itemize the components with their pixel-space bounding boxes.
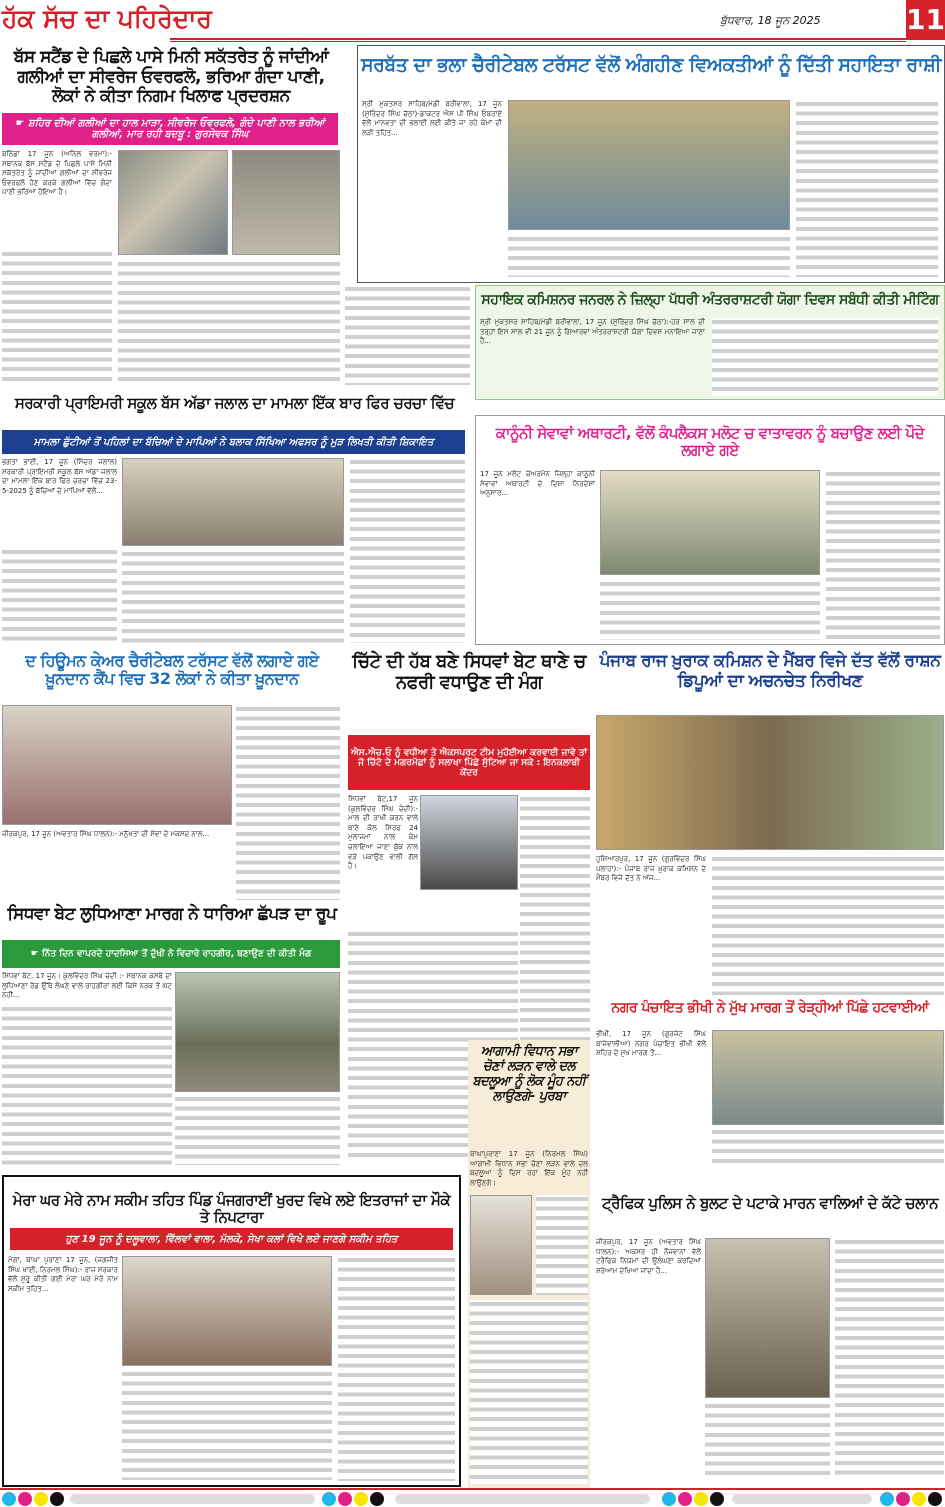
headline: ਬੱਸ ਸਟੈਂਡ ਦੇ ਪਿਛਲੇ ਪਾਸੇ ਮਿਨੀ ਸਕੱਤਰੇਤ ਨੂੰ ਜਾਂਦੀਆਂ ਗਲੀਆਂ ਦਾ ਸੀਵਰੇਜ ਓਵਰਫਲੋ, ਭਰਿਆ ਗੰਦਾ ਪਾਣੀ, ਲੋਕਾਂ ਨੇ ਕੀਤਾ ਨਿਗਮ ਖਿਲਾਫ ਪ੍ਰਦਰਸ਼ਨ	[13, 47, 329, 107]
article-body-cont	[2, 1005, 172, 1165]
registration-mark	[18, 1492, 32, 1506]
registration-mark	[678, 1492, 692, 1506]
article-body: ਮੋਗਾ, ਬਾਘਾ ਪੁਰਾਣਾ 17 ਜੂਨ, (ਜਗਜੀਤ ਸਿੰਘ ਖਾਈ, ਨਿਰਮਲ ਸਿੰਘ):- ਰਾਜ ਸਰਕਾਰ ਵੱਲੋਂ ਸ਼ੁਰੂ ਕੀਤੀ ਗਈ ਮੇਰਾ ਘਰ ਮੇਰੇ ਨਾਮ ਸਕੀਮ ਤਹਿਤ...	[8, 1256, 118, 1293]
registration-mark	[928, 1492, 942, 1506]
article-body-cont	[470, 1300, 588, 1485]
article-photo	[175, 972, 340, 1092]
article-body-cont	[118, 260, 340, 385]
registration-mark	[338, 1492, 352, 1506]
article-body: ਸਿਧਵਾ ਬੇਟ, 17 ਜੂਨ। ਕੁਲਵਿੰਦਰ ਸਿੰਘ ਚੰਦੀ :- ਸਥਾਨਕ ਕਸਬੇ ਦਾ ਲੁਧਿਆਣਾ ਰੋਡ ਉੱਥੇ ਲੰਘਣੇ ਵਾਲੇ ਰਾਹਗੀਰਾਂ ਲਈ ਕਿਸੇ ਨਰਕ ਤੋਂ ਘੱਟ ਨਹੀਂ...	[2, 972, 172, 1000]
article-body-cont	[122, 1370, 332, 1480]
headline: ਮੇਰਾ ਘਰ ਮੇਰੇ ਨਾਮ ਸਕੀਮ ਤਹਿਤ ਪਿੰਡ ਪੰਜਗਰਾਈਂ ਖੁਰਦ ਵਿਖੇ ਲਏ ਇਤਰਾਜਾਂ ਦਾ ਮੌਕੇ ਤੇ ਨਿਪਟਾਰਾ	[12, 1191, 451, 1227]
headline: ਪੰਜਾਬ ਰਾਜ ਖ਼ੁਰਾਕ ਕਮਿਸ਼ਨ ਦੇ ਮੈਂਬਰ ਵਿਜੇ ਦੱਤ ਵੱਲੋਂ ਰਾਸ਼ਨ ਡਿਪੂਆਂ ਦਾ ਅਚਨਚੇਤ ਨਿਰੀਖਣ	[599, 651, 941, 691]
footer-gray-bar	[70, 1494, 315, 1504]
article-photo	[2, 705, 232, 825]
article-body: ਜ਼ੀਰਕਪੁਰ, 17 ਜੂਨ (ਅਵਤਾਰ ਸਿੰਘ ਧਾਲਨ):- ਅਕਸਰ ਹੀ ਨੌਜਵਾਨਾਂ ਵੱਲੋਂ ਟਰੈਫਿਕ ਨਿਯਮਾਂ ਦੀ ਉਲੰਘਣਾ ਕਰਦਿਆਂ ਸ਼ਰੇਆਮ ਦੇਖਿਆ ਜਾਂਦਾ ਹੈ...	[596, 1238, 701, 1275]
subheadline-bar: ਹੁਣ 19 ਜੂਨ ਨੂੰ ਦਲੂਵਾਲਾ, ਵਿੱਲਵਾਂ ਵਾਲਾ, ਮੱਲਕੇ, ਸੇਖਾ ਕਲਾਂ ਵਿਖੇ ਲਏ ਜਾਣਗੇ ਸਕੀਮ ਤਹਿਤ	[10, 1228, 453, 1250]
registration-mark	[662, 1492, 676, 1506]
article-body-cont	[122, 550, 344, 643]
article-body: ਸ੍ਰੀ ਮੁਕਤਸਰ ਸਾਹਿਬ/ਮੰਡੀ ਬਰੀਵਾਲਾ, 17 ਜੂਨ (ਸੁਰਿੰਦਰ ਸਿੰਘ ਚੱਠਾ):-ਹਰ ਸਾਲ ਦੀ ਤਰ੍ਹਾਂ ਇਸ ਸਾਲ ਵੀ 21 ਜੂਨ ਨੂੰ ਗਿਆਰਵਾਂ ਅੰਤਰਰਾਸ਼ਟਰੀ ਯੋਗਾ ਦਿਵਸ ਮਨਾਇਆ ਜਾਣਾ ਹੈ...	[480, 318, 705, 346]
headline: ਟ੍ਰੈਫਿਕ ਪੁਲਿਸ ਨੇ ਬੁਲਟ ਦੇ ਪਟਾਕੇ ਮਾਰਨ ਵਾਲਿਆਂ ਦੇ ਕੱਟੇ ਚਲਾਨ	[602, 1194, 938, 1212]
article-body-cont	[712, 1128, 944, 1166]
article-body: ਬਠਿੰਡਾ 17 ਜੂਨ (ਅਨਿਲ ਵਰਮਾ):- ਸਥਾਨਕ ਬੱਸ ਸਟੈਂਡ ਦੇ ਪਿਛਲੇ ਪਾਸੇ ਮਿਨੀ ਸਕੱਤਰੇਤ ਨੂੰ ਜਾਂਦੀਆਂ ਗਲੀਆਂ ਦਾ ਸੀਵਰੇਜ ਓਵਰਫਲੋ ਹੋਣ ਕਰਕੇ ਗਲੀਆਂ ਵਿੱਚ ਗੰਦਾ ਪਾਣੀ ਭਰਿਆ ਹੋਇਆ ਹੈ।	[2, 150, 112, 197]
registration-mark	[2, 1492, 16, 1506]
registration-mark	[710, 1492, 724, 1506]
article-photo	[705, 1238, 830, 1398]
headline: ਦ ਹਿਊਮਨ ਕੇਅਰ ਚੈਰੀਟੇਬਲ ਟਰੱਸਟ ਵੱਲੋਂ ਲਗਾਏ ਗਏ ਖ਼ੂਨਦਾਨ ਕੈਂਪ ਵਿਚ 32 ਲੋਕਾਂ ਨੇ ਕੀਤਾ ਖ਼ੂਨਦਾਨ	[25, 651, 319, 689]
article-body-cont	[175, 1095, 340, 1165]
article-body: ਸ੍ਰੀ ਮੁਕਤਸਰ ਸਾਹਿਬ/ਮੰਡੀ ਬਰੀਵਾਲਾ, 17 ਜੂਨ (ਸੁਰਿੰਦਰ ਸਿੰਘ ਚੱਠਾ)-ਡਾਕਟਰ ਐਸ ਪੀ ਸਿੰਘ ਓਬਰਾਏ ਵੱਲੋਂ ਮਾਨਵਤਾ ਦੀ ਭਲਾਈ ਲਈ ਕੀਤੇ ਜਾ ਰਹੇ ਕੰਮਾਂ ਦੀ ਲੜੀ ਤਹਿਤ...	[362, 100, 502, 137]
article-body-cont	[508, 235, 790, 277]
article-body: ਭੀਖੀ, 17 ਜੂਨ (ਗੁਰਜੰਟ ਸਿੰਘ ਬਾਜੇਵਾਲੀਆ) ਨਗਰ ਪੰਚਾਇਤ ਭੀਖੀ ਵੱਲੋਂ ਸ਼ਹਿਰ ਦੇ ਮੁੱਖ ਮਾਰਗ ਤੋਂ...	[596, 1030, 706, 1058]
registration-mark	[34, 1492, 48, 1506]
article-body-cont	[835, 1238, 944, 1478]
article-photo	[232, 150, 340, 255]
article-photo	[596, 715, 944, 850]
headline: ਸਰਕਾਰੀ ਪ੍ਰਾਇਮਰੀ ਸਕੂਲ ਬੱਸ ਅੱਡਾ ਜਲਾਲ ਦਾ ਮਾਮਲਾ ਇੱਕ ਬਾਰ ਫਿਰ ਚਰਚਾ ਵਿੱਚ	[14, 394, 455, 412]
article-photo	[600, 470, 820, 575]
subheadline-bar: ਮਾਮਲਾ ਛੁੱਟੀਆਂ ਤੋਂ ਪਹਿਲਾਂ ਦਾ ਬੱਚਿਆਂ ਦੇ ਮਾਪਿਆਂ ਨੇ ਬਲਾਕ ਸਿੱਖਿਆ ਅਫਸਰ ਨੂੰ ਮੁੜ ਲਿਖਤੀ ਕੀਤੀ ਸ਼ਿਕਾਇਤ	[2, 430, 465, 454]
registration-mark	[880, 1492, 894, 1506]
footer-rule	[0, 1488, 945, 1490]
headline: ਸਹਾਇਕ ਕਮਿਸ਼ਨਰ ਜਨਰਲ ਨੇ ਜ਼ਿਲ੍ਹਾ ਪੱਧਰੀ ਅੰਤਰਰਾਸ਼ਟਰੀ ਯੋਗਾ ਦਿਵਸ ਸਬੰਧੀ ਕੀਤੀ ਮੀਟਿੰਗ	[481, 292, 939, 308]
subheadline-bar: ☛ ਨਿੱਤ ਦਿਨ ਵਾਪਰਦੇ ਹਾਦਸਿਆ ਤੋਂ ਦੁੱਖੀ ਨੇ ਵਿਚਾਰੇ ਰਾਹਗੀਰ, ਬਣਾਉਣ ਦੀ ਕੀਤੀ ਮੰਗ	[2, 940, 340, 968]
headline: ਸਿਧਵਾ ਬੇਟ ਲੁਧਿਆਣਾ ਮਾਰਗ ਨੇ ਧਾਰਿਆ ਛੱਪੜ ਦਾ ਰੂਪ	[7, 904, 337, 924]
article-photo	[122, 1256, 332, 1366]
article-body-cont	[536, 1195, 588, 1295]
article-photo	[420, 795, 518, 890]
article-body: 17 ਜੂਨ ਮਲੋਟ ਚੇਅਰਮੈਨ ਜ਼ਿਲ੍ਹਾ ਕਾਨੂੰਨੀ ਸੇਵਾਵਾਂ ਅਥਾਰਟੀ ਦੇ ਦਿਸ਼ਾ ਨਿਰਦੇਸ਼ਾਂ ਅਨੁਸਾਰ...	[480, 470, 595, 498]
article-body-cont	[350, 458, 465, 643]
registration-mark	[50, 1492, 64, 1506]
registration-mark	[896, 1492, 910, 1506]
masthead-logo: ਹੱਕ ਸੱਚ ਦਾ ਪਹਿਰੇਦਾਰ	[2, 4, 212, 33]
footer-gray-bar	[732, 1494, 872, 1504]
article-body-cont	[345, 285, 470, 385]
article-photo	[122, 458, 344, 546]
article-photo	[508, 100, 790, 230]
masthead-rule	[170, 38, 906, 42]
article-photo	[712, 1030, 944, 1125]
headline: ਸਰਬੱਤ ਦਾ ਭਲਾ ਚੈਰੀਟੇਬਲ ਟਰੱਸਟ ਵੱਲੋਂ ਅੰਗਹੀਣ ਵਿਅਕਤੀਆਂ ਨੂੰ ਦਿੱਤੀ ਸਹਾਇਤਾ ਰਾਸ਼ੀ	[361, 54, 941, 76]
page-number: 11	[906, 0, 945, 40]
article-photo	[470, 1195, 532, 1295]
article-body-cont	[705, 1402, 830, 1478]
article-body-cont	[796, 100, 938, 277]
registration-mark	[912, 1492, 926, 1506]
headline: ਨਗਰ ਪੰਚਾਇਤ ਭੀਖੀ ਨੇ ਮੁੱਖ ਮਾਰਗ ਤੋਂ ਰੇੜ੍ਹੀਆਂ ਪਿੱਛੇ ਹਟਵਾਈਆਂ	[611, 1000, 929, 1016]
article-body-cont	[826, 470, 940, 640]
footer-gray-bar	[395, 1494, 650, 1504]
article-body-cont	[236, 705, 340, 900]
article-body: ਭਗਤਾ ਭਾਈ, 17 ਜੂਨ (ਸਿੰਦਰ ਜਲਾਲ) ਸਰਕਾਰੀ ਪ੍ਰਾਇਮਰੀ ਸਕੂਲ ਬੱਸ ਅੱਡਾ ਜਲਾਲ ਦਾ ਮਾਮਲਾ ਇੱਕ ਬਾਰ ਫਿਰ ਚਰਚਾ ਵਿੱਚ 23-5-2025 ਨੂੰ ਬੱਚਿਆਂ ਦੇ ਮਾਪਿਆਂ ਵੱਲੋਂ...	[2, 458, 117, 495]
article-body-cont	[712, 318, 938, 396]
article-body-cont	[2, 548, 117, 643]
article-photo	[118, 150, 228, 255]
issue-date: ਬੁੱਧਵਾਰ, 18 ਜੂਨ 2025	[720, 14, 821, 27]
registration-mark	[370, 1492, 384, 1506]
article-body-cont	[712, 855, 944, 995]
article-body-cont	[520, 795, 590, 1040]
article-body: ਸਿਧਵਾਂ ਬੇਟ,17 ਜੂਨ (ਕੁਲਵਿੰਦਰ ਸਿੰਘ ਚੰਦੀ):- ਮਾਲ ਦੀ ਰਾਖੀ ਕਰਨ ਵਾਲੇ ਥਾਣੇ ਕੋਲ ਸਿਰਫ 24 ਮੁਲਾਜਮਾਂ ਨਾਲ ਕੰਮ ਚਲਾਇਆ ਜਾਣਾ ਬੁੱਕ ਨਾਲ ਵੜੇ ਪਕਾਉਣ ਵਾਲੀ ਗੱਲ ਹੈ।	[348, 795, 418, 871]
article-body: ਹੁਸ਼ਿਆਰਪੁਰ, 17 ਜੂਨ (ਗੁਰਵਿੰਦਰ ਸਿੰਘ ਪਲਾਹਾ):- ਪੰਜਾਬ ਰਾਜ ਖ਼ੁਰਾਕ ਕਮਿਸ਼ਨ ਦੇ ਮੈਂਬਰ ਵਿਜੇ ਦੱਤ ਨੇ ਅੱਜ...	[596, 855, 706, 883]
registration-mark	[354, 1492, 368, 1506]
article-body-cont	[2, 250, 112, 385]
article-body: ਬਾਘਾਪੁਰਾਣਾ 17 ਜੂਨ (ਨਿਰਮਲ ਸਿੰਘ) ਆਗਾਮੀ ਵਿਧਾਨ ਸਭਾ ਚੋਣਾਂ ਲੜਨ ਵਾਲੇ ਦਲ ਬਦਲੂਆ ਨੂੰ ਦਿਸ ਰਹਾ ਇੱਕ ਮੂੰਹ ਨਹੀਂ ਲਾਉਣਗੇ।	[470, 1150, 588, 1187]
registration-mark	[694, 1492, 708, 1506]
article-body: ਜ਼ੀਰਕਪੁਰ, 17 ਜੂਨ (ਅਵਤਾਰ ਸਿੰਘ ਧਾਲਨ):- ਮਨੁੱਖਤਾ ਦੀ ਸੇਵਾ ਦੇ ਮਕਸਦ ਨਾਲ...	[2, 830, 210, 838]
headline: ਆਗਾਮੀ ਵਿਧਾਨ ਸਭਾ ਚੋਣਾਂ ਲੜਨ ਵਾਲੇ ਦਲ ਬਦਲੂਆ ਨੂੰ ਲੋਕ ਮੂੰਹ ਨਹੀਂ ਲਾਉਣਗੇ- ਪੁਰਬਾ	[472, 1044, 586, 1104]
article-body-cont	[338, 1256, 455, 1481]
article-body-cont	[600, 580, 820, 640]
subheadline-bar: ☛ ਸ਼ਹਿਰ ਦੀਆਂ ਗਲੀਆਂ ਦਾ ਹਾਲ ਮਾੜਾ, ਸੀਵਰੇਜ ਓਵਰਫਲੋ, ਗੰਦੇ ਪਾਣੀ ਨਾਲ ਭਰੀਆਂ ਗਲੀਆਂ, ਮਾਰ ਰਹੀ ਬਦਬੂ : ਗੁਰਸੇਵਕ ਸਿੰਘ	[2, 113, 338, 145]
headline: ਕਾਨੂੰਨੀ ਸੇਵਾਵਾਂ ਅਥਾਰਟੀ, ਵੱਲੋਂ ਕੰਪਲੈਕਸ ਮਲੋਟ ਚ ਵਾਤਾਵਰਨ ਨੂੰ ਬਚਾਉਣ ਲਈ ਪੌਦੇ ਲਗਾਏ ਗਏ	[495, 424, 925, 460]
subheadline-bar: ਐਸ.ਐਚ.ਓ ਨੂੰ ਵਧੀਆ ਤੇ ਐਕਸਪਰਟ ਟੀਮ ਮੁਹੱਈਆ ਕਰਵਾਈ ਜਾਵੇ ਤਾਂ ਜੋ ਚਿੱਟੇ ਦੇ ਮਗਰਮੱਛਾਂ ਨੂੰ ਸਲਾਖਾ ਪਿੱਛੇ ਸੁੱਟਿਆ ਜਾ ਸਕੇ : ਇਨਕਲਾਬੀ ਕੇਂਦਰ	[348, 735, 590, 790]
headline: ਚਿੱਟੇ ਦੀ ਹੱਬ ਬਣੇ ਸਿਧਵਾਂ ਬੇਟ ਥਾਣੇ ਚ ਨਫਰੀ ਵਧਾਉਣ ਦੀ ਮੰਗ	[352, 651, 586, 693]
registration-mark	[322, 1492, 336, 1506]
